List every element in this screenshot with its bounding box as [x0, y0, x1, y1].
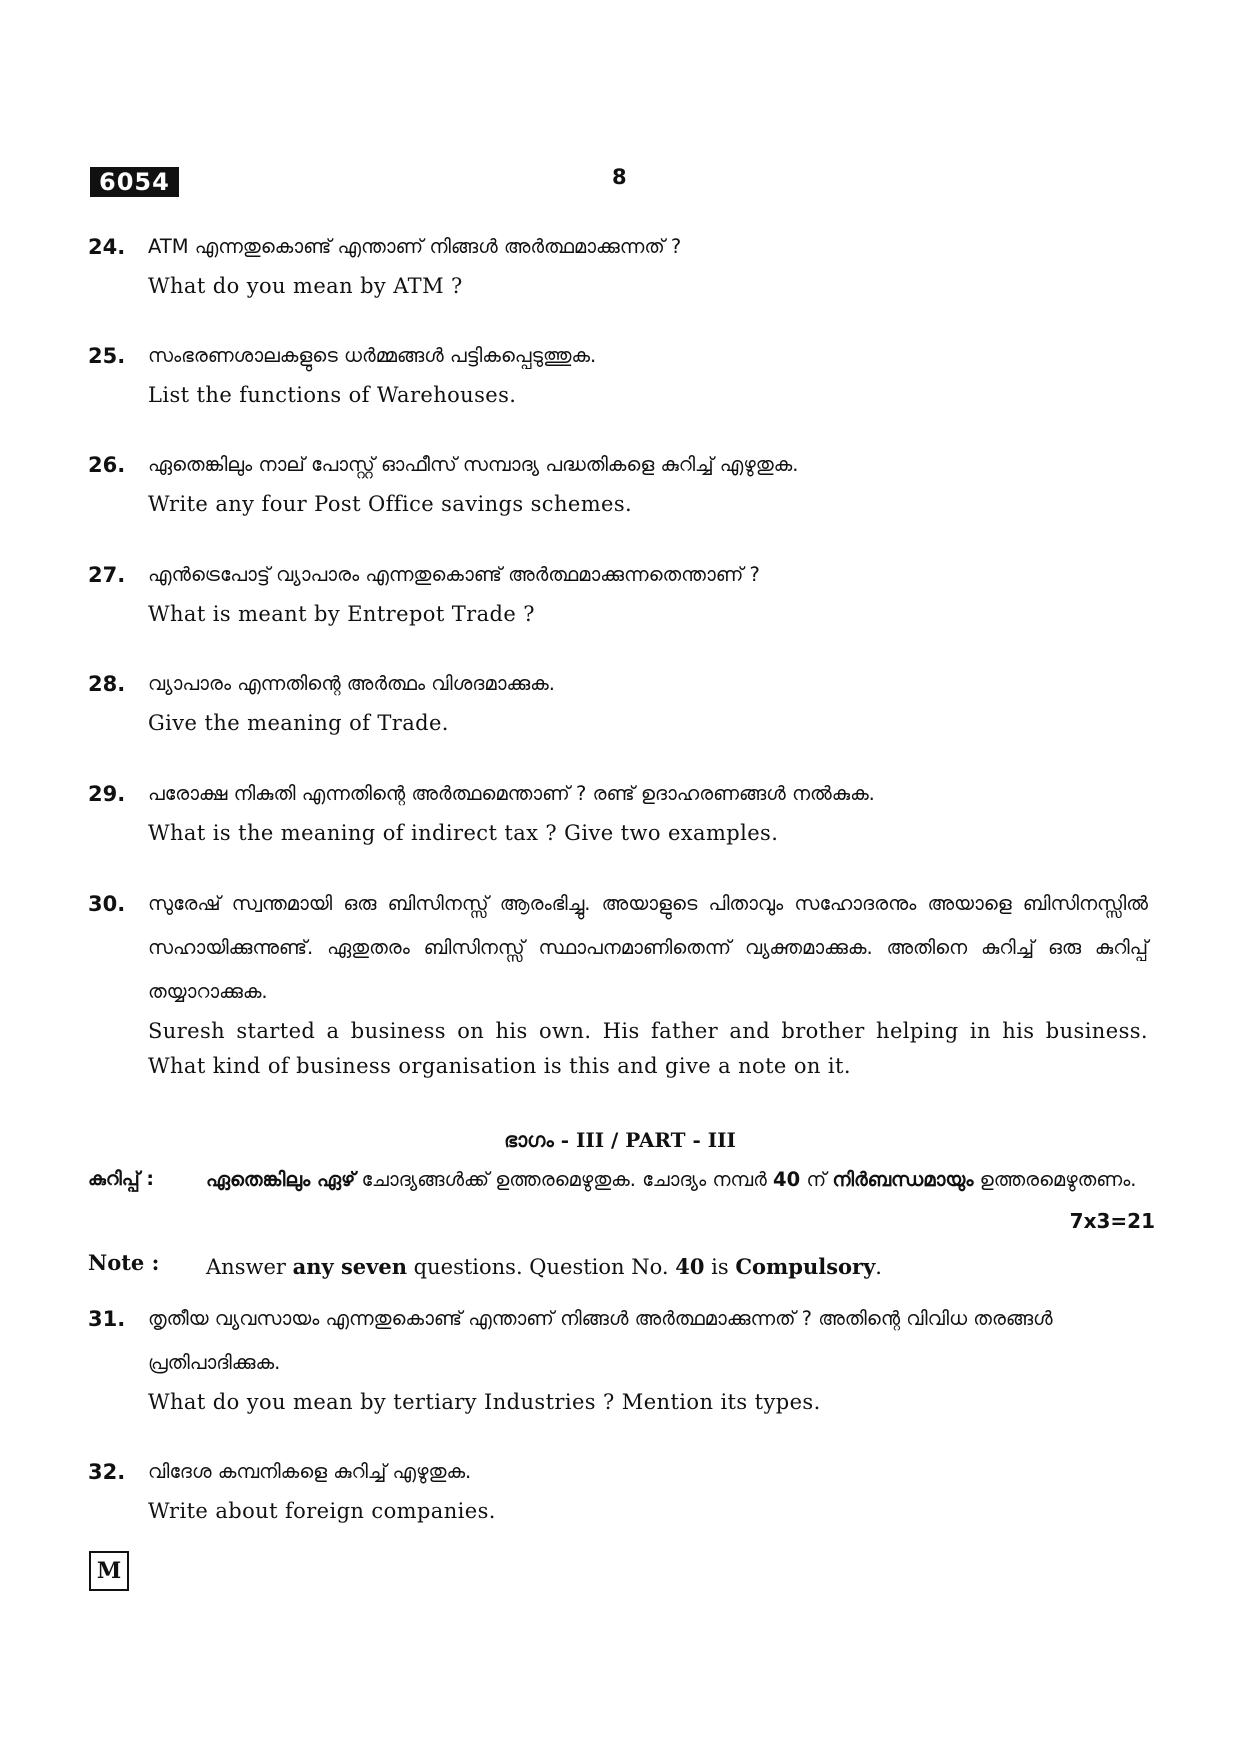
question-text-malayalam: വിദേശ കമ്പനികളെ കുറിച്ച് എഴുതുക. [148, 1460, 472, 1483]
medium-mark-box: M [89, 1551, 129, 1591]
part-heading: ഭാഗം - III / PART - III [504, 1128, 736, 1152]
question-28 [88, 672, 1148, 741]
question-number: 30. [88, 892, 126, 916]
question-text-english: What is the meaning of indirect tax ? Give two examples. [148, 821, 779, 845]
question-29 [88, 782, 1148, 851]
question-27 [88, 563, 1148, 632]
question-text-english: What do you mean by tertiary Industries ? Mention its types. [148, 1390, 821, 1414]
question-number: 27. [88, 563, 126, 587]
question-text-malayalam: ഏതെങ്കിലും നാല് പോസ്റ്റ് ഓഫീസ് സമ്പാദ്യ പദ്ധതികളെ കുറിച്ച് എഴുതുക. [148, 453, 799, 476]
page-number: 8 [612, 165, 627, 189]
note-text-malayalam: ഏതെങ്കിലും ഏഴ് ചോദ്യങ്ങൾക്ക് ഉത്തരമെഴുതുക. ചോദ്യം നമ്പർ 40 ന് നിർബന്ധമായും ഉത്തരമെഴുതണം. [206, 1168, 1137, 1191]
note-text-english: Answer any seven questions. Question No. 40 is Compulsory. [206, 1254, 882, 1279]
question-text-english: List the functions of Warehouses. [148, 383, 517, 407]
question-31 [88, 1307, 1148, 1420]
question-number: 32. [88, 1460, 126, 1484]
question-text-english: What do you mean by ATM ? [148, 274, 463, 298]
note-malayalam [88, 1168, 1168, 1202]
question-number: 31. [88, 1307, 126, 1331]
question-number: 29. [88, 782, 126, 806]
note-label-malayalam: കുറിപ്പ് : [88, 1168, 154, 1190]
marks-allocation: 7x3=21 [1069, 1209, 1155, 1233]
page-code-badge: 6054 [90, 167, 179, 197]
question-text-malayalam: തൃതീയ വ്യവസായം എന്നതുകൊണ്ട് എന്താണ് നിങ്ങൾ അർത്ഥമാക്കുന്നത് ? അതിന്റെ വിവിധ തരങ്ങൾ പ്രതിപാദിക്കുക. [148, 1307, 1053, 1374]
question-text-malayalam: പരോക്ഷ നികുതി എന്നതിന്റെ അർത്ഥമെന്താണ് ? രണ്ട് ഉദാഹരണങ്ങൾ നൽകുക. [148, 782, 875, 805]
question-text-english: Suresh started a business on his own. His father and brother helping in his business. What kind of business organisation is this and give a note on it. [148, 1019, 1148, 1078]
question-text-english: Write about foreign companies. [148, 1499, 496, 1523]
question-number: 24. [88, 235, 126, 259]
note-label-english: Note : [88, 1250, 160, 1275]
question-26 [88, 453, 1148, 522]
question-text-malayalam: ATM എന്നതുകൊണ്ട് എന്താണ് നിങ്ങൾ അർത്ഥമാക്കുന്നത് ? [148, 235, 682, 258]
note-english [88, 1250, 1168, 1284]
question-25 [88, 344, 1148, 413]
question-text-malayalam: വ്യാപാരം എന്നതിന്റെ അർത്ഥം വിശദമാക്കുക. [148, 672, 555, 695]
question-number: 25. [88, 344, 126, 368]
question-number: 28. [88, 672, 126, 696]
question-text-english: What is meant by Entrepot Trade ? [148, 602, 535, 626]
question-text-malayalam: എൻട്രെപോട്ട് വ്യാപാരം എന്നതുകൊണ്ട് അർത്ഥമാക്കുന്നതെന്താണ് ? [148, 563, 760, 586]
question-30 [88, 892, 1148, 1084]
question-text-malayalam: സുരേഷ് സ്വന്തമായി ഒരു ബിസിനസ്സ് ആരംഭിച്ചു. അയാളുടെ പിതാവും സഹോദരനും അയാളെ ബിസിനസ്സിൽ സഹായിക്കുന്നുണ്ട്. ഏതുതരം ബിസിനസ്സ് സ്ഥാപനമാണിതെന്ന് വ്യക്തമാക്കുക. അതിനെ കുറിച്ച് ഒരു കുറിപ്പ് തയ്യാറാക്കുക. [148, 892, 1148, 1003]
question-number: 26. [88, 453, 126, 477]
question-text-english: Write any four Post Office savings schemes. [148, 492, 633, 516]
question-32 [88, 1460, 1148, 1529]
question-24 [88, 235, 1148, 304]
question-text-english: Give the meaning of Trade. [148, 711, 449, 735]
question-text-malayalam: സംഭരണശാലകളുടെ ധർമ്മങ്ങൾ പട്ടികപ്പെടുത്തുക. [148, 344, 597, 367]
